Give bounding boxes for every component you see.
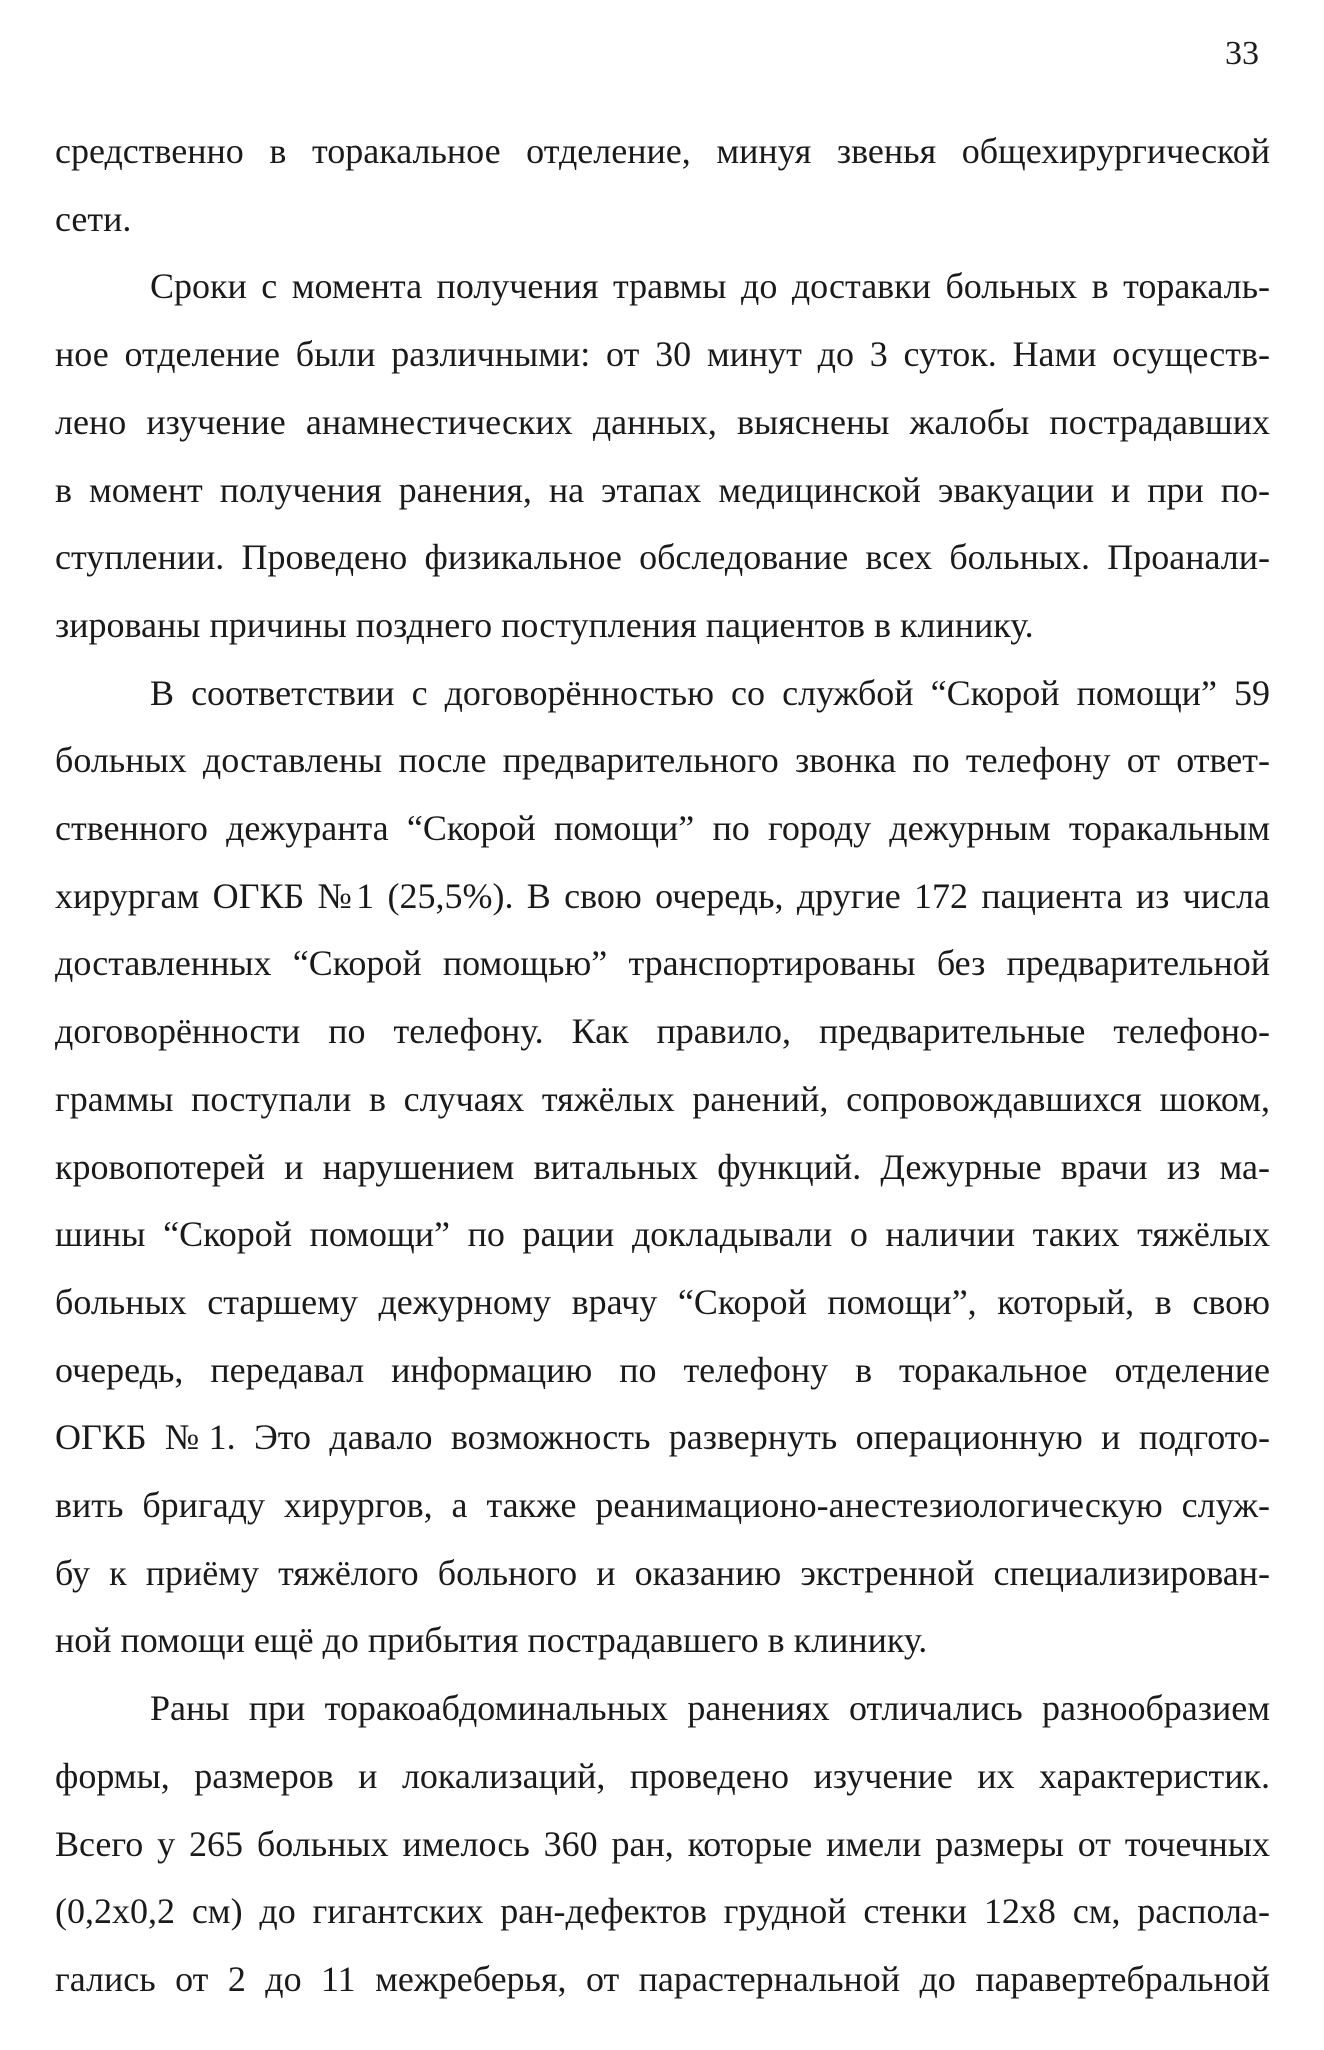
page-number: 33 <box>1225 35 1259 72</box>
paragraph <box>55 1675 1270 2014</box>
text-line: шины “Скорой помощи” по рации докладывали о наличии таких тяжёлых <box>55 1214 1270 1255</box>
text-line: больных доставлены после предварительного звонка по телефону от ответ- <box>55 740 1270 781</box>
text-line: вить бригаду хирургов, а также реанимационо-анестезиологическую служ- <box>55 1485 1270 1526</box>
text-line: больных старшему дежурному врачу “Скорой помощи”, который, в свою <box>55 1281 1270 1322</box>
body-text <box>55 118 1270 2014</box>
text-line: ное отделение были различными: от 30 минут до 3 суток. Нами осуществ- <box>55 334 1270 375</box>
text-line: сети. <box>55 198 132 239</box>
text-line: Всего у 265 больных имелось 360 ран, которые имели размеры от точечных <box>55 1823 1270 1864</box>
text-line: лено изучение анамнестических данных, выяснены жалобы пострадавших <box>55 401 1270 442</box>
text-line: кровопотерей и нарушением витальных функций. Дежурные врачи из ма- <box>55 1146 1270 1187</box>
text-line: зированы причины позднего поступления пациентов в клинику. <box>55 604 1034 645</box>
text-line: граммы поступали в случаях тяжёлых ранений, сопровождавшихся шоком, <box>55 1078 1270 1119</box>
text-line: ступлении. Проведено физикальное обследование всех больных. Проанали- <box>55 537 1270 578</box>
text-line: Раны при торакоабдоминальных ранениях отличались разнообразием <box>150 1688 1270 1729</box>
text-line: договорённости по телефону. Как правило, предварительные телефоно- <box>55 1011 1270 1052</box>
text-line: (0,2х0,2 см) до гигантских ран-дефектов грудной стенки 12х8 см, распола- <box>55 1891 1270 1932</box>
text-line: Сроки с момента получения травмы до доставки больных в торакаль- <box>150 266 1270 307</box>
text-line: В соответствии с договорённостью со службой “Скорой помощи” 59 <box>150 672 1270 713</box>
text-line: хирургам ОГКБ №1 (25,5%). В свою очередь, другие 172 пациента из числа <box>55 875 1270 916</box>
text-line: в момент получения ранения, на этапах медицинской эвакуации и при по- <box>55 469 1270 510</box>
text-line: формы, размеров и локализаций, проведено изучение их характеристик. <box>55 1755 1270 1796</box>
text-line: гались от 2 до 11 межреберья, от парастернальной до паравертебральной <box>55 1958 1270 1999</box>
text-line: ственного дежуранта “Скорой помощи” по городу дежурным торакальным <box>55 808 1270 849</box>
text-line: доставленных “Скорой помощью” транспортированы без предварительной <box>55 943 1270 984</box>
text-line: средственно в торакальное отделение, минуя звенья общехирургической <box>55 131 1270 171</box>
text-line: ной помощи ещё до прибытия пострадавшего в клинику. <box>55 1620 928 1661</box>
paragraph <box>55 660 1270 1676</box>
text-line: очередь, передавал информацию по телефону в торакальное отделение <box>55 1349 1270 1390</box>
text-line: ОГКБ №1. Это давало возможность развернуть операционную и подгото- <box>55 1417 1270 1458</box>
text-line: бу к приёму тяжёлого больного и оказанию экстренной специализирован- <box>55 1552 1270 1593</box>
paragraph <box>55 118 1270 253</box>
paragraph <box>55 253 1270 659</box>
